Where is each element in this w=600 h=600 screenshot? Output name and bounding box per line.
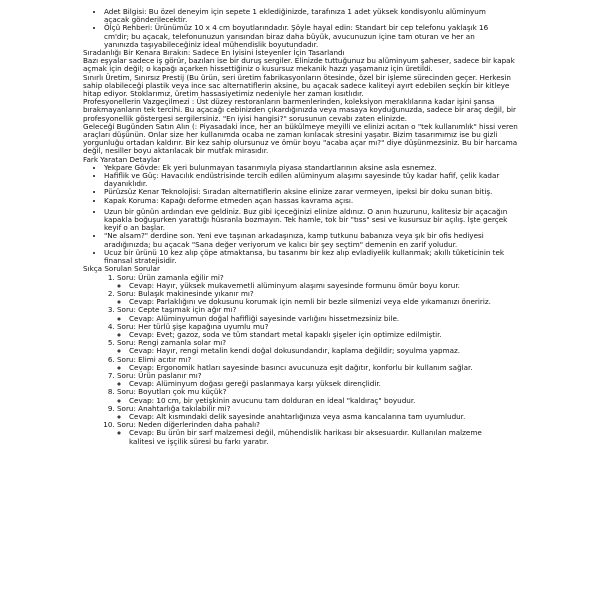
faq-question: Soru: Boyutları çok mu küçük? [117, 387, 227, 397]
list-item: • Hafiflik ve Güç: Havacılık endüstrisinde tercih edilen alüminyum alaşımı sayesinde tüy kadar hafif, çelik kadar dayanıklıdır. [104, 172, 508, 188]
faq-answer: ◦ Cevap: Alt kısmındaki delik sayesinde anahtarlığınıza veya asma kancalarına tam uyumludur. [129, 413, 508, 421]
faq-item [117, 323, 508, 339]
list-item: • Kapak Koruma: Kapağı deforme etmeden açan hassas kavrama açısı. [104, 197, 508, 205]
faq-item [117, 405, 508, 421]
faq-answer: ◦ Cevap: Hayır, rengi metalin kendi doğal dokusundandır, kaplama değildir; soyulma yapmaz. [129, 347, 508, 355]
faq-answer: ◦ Cevap: 10 cm, bir yetişkinin avucunu tam dolduran en ideal "kaldıraç" boyudur. [129, 397, 508, 405]
faq-answer: ◦ Cevap: Evet; gazoz, soda ve tüm standart metal kapaklı şişeler için optimize edilmiştir. [129, 331, 508, 339]
list-item: • Yekpare Gövde: Ek yeri bulunmayan tasarımıyla piyasa standartlarının aksine asla esnemez. [104, 164, 508, 172]
list-item: • Adet Bilgisi: Bu özel deneyim için sepete 1 eklediğinizde, tarafınıza 1 adet yüksek kondisyonlu alüminyum açacak gönderilecektir. [104, 8, 508, 24]
faq-answer: ◦ Cevap: Bu ürün bir sarf malzemesi değil, mühendislik harikası bir aksesuardır. Kullanılan malzeme kalitesi ve işçilik süresi bu farkı yaratır. [129, 429, 508, 445]
paragraph: Sınırlı Üretim, Sınırsız Prestij (Bu ürün, seri üretim fabrikasyonların ötesinde, özel bir işleme sürecinden geçer. Herkesin sahip olabileceği plastik veya ince sac alternatiflerin aksine, bu açacak sadece kaliteyi ayırt edebilen seçkin bir kitleye hitap ediyor. Stoklarımız, üretim hassasiyetimiz nedeniyle her zaman kısıtlıdır. [83, 72, 511, 99]
faq-question: Soru: Bulaşık makinesinde yıkanır mı? [117, 288, 254, 298]
list-item: • "Ne alsam?" derdine son. Yeni eve taşınan arkadaşınıza, kamp tutkunu babanıza veya şık bir ofis hediyesi aradığınızda; bu açacak "Sana değer veriyorum ve kalıcı bir şey seçtim" demenin en zarif yoludur. [104, 232, 508, 248]
features-list [92, 164, 508, 205]
faq-answer: ◦ Cevap: Alüminyumun doğal hafifliği sayesinde varlığını hissetmezsiniz bile. [129, 315, 508, 323]
faq-question: Soru: Cepte taşımak için ağır mı? [117, 305, 237, 315]
faq-question: Soru: Rengi zamanla solar mı? [117, 338, 227, 348]
list-item: • Pürüzsüz Kenar Teknolojisi: Sıradan alternatiflerin aksine elinize zarar vermeyen, ipeksi bir doku sunan bitiş. [104, 188, 508, 196]
faq-question: Soru: Ürün zamanla eğilir mi? [117, 272, 224, 282]
faq-item [117, 421, 508, 446]
faq-item [117, 339, 508, 355]
faq-item [117, 372, 508, 388]
features-heading: Fark Yaratan Detaylar [83, 154, 161, 164]
faq-heading: Sıkça Sorulan Sorular [83, 264, 160, 274]
faq-question: Soru: Her türlü şişe kapağına uyumlu mu? [117, 321, 269, 331]
faq-question: Soru: Neden diğerlerinden daha pahalı? [117, 420, 260, 430]
faq-item [117, 274, 508, 290]
faq-answer: ◦ Cevap: Alüminyum doğası gereği paslanmaya karşı yüksek dirençlidir. [129, 380, 508, 388]
paragraph: Bazı eşyalar sadece iş görür, bazıları ise bir duruş sergiler. Elinizde tuttuğunuz bu alüminyum şaheser, sadece bir kapak açmak için değil; o kapağı açarken hissettiğiniz o kusursuz mekanik hazzı yaşamanız için üretildi. [83, 56, 515, 74]
paragraph: Profesyonellerin Vazgeçilmezi : Üst düzey restoranların barmenlerinden, koleksiyon meraklılarına kadar işini şansa bırakmayanların tek tercihi. Bu açacağı cebinizden çıkardığınızda veya masaya koyduğunuzda, sadece bir araç değil, bir profesyonellik göstergesi sergilersiniz. "En iyisi hangisi?" sorusunun cevabı zaten elinizde. [83, 97, 516, 123]
faq-question: Soru: Anahtarlığa takılabilir mi? [117, 403, 231, 413]
faq-answer: ◦ Cevap: Ergonomik hatları sayesinde basıncı avucunuza eşit dağıtır, konforlu bir kullanım sağlar. [129, 364, 508, 372]
list-item: • Ucuz bir ürünü 10 kez alıp çöpe atmaktansa, bu tasarımı bir kez alıp evladiyelik kullanmak; akıllı tüketicinin tek finansal stratejisidir. [104, 249, 508, 265]
faq-item [117, 290, 508, 306]
faq-question: Soru: Ürün paslanır mı? [117, 370, 202, 380]
faq-item [117, 306, 508, 322]
faq-question: Soru: Elimi acıtır mı? [117, 354, 192, 364]
section-title: Sıradanlığı Bir Kenara Bırakın: Sadece En İyisini İsteyenler İçin Tasarlandı [83, 48, 345, 58]
faq-item [117, 356, 508, 372]
list-item: • Uzun bir günün ardından eve geldiniz. Buz gibi içeceğinizi elinize aldınız. O anın huzurunu, kalitesiz bir açacağın kapakla boğuşurken yarattığı hüsranla bozmayın. Tek hamle, tok bir "tıss" sesi ve kusursuz bir açılış. İşte gerçek keyif o an başlar. [104, 208, 508, 233]
list-item: • Ölçü Rehberi: Ürünümüz 10 x 4 cm boyutlarındadır. Şöyle hayal edin: Standart bir cep telefonu yaklaşık 16 cm'dir; bu açacak, telefonunuzun yarısından biraz daha büyük, avucunuzun içine tam oturan ve her an yanınızda taşıyabileceğiniz ideal mühendislik boyutundadır. [104, 24, 508, 49]
faq-answer: ◦ Cevap: Hayır, yüksek mukavemetli alüminyum alaşımı sayesinde formunu ömür boyu korur. [129, 282, 508, 290]
paragraph: Geleceği Bugünden Satın Alın (: Piyasadaki ince, her an bükülmeye meyilli ve elinizi acıtan o "tek kullanımlık" hissi veren araçları düşünün. Onlar size her kullanımda ocaba ne zaman kırılacak stresini yaşatır. Bizim tasarımımız ise bu gizli yorgunluğu ortadan kaldırır. Bir kez sahip olursunuz ve ömür boyu "acaba açar mı?" diye düşünmezsiniz. Bu bir harcama değil, nesiller boyu aktarılacak bir mutfak mirasıdır. [83, 121, 518, 156]
faq-answer: ◦ Cevap: Parlaklığını ve dokusunu korumak için nemli bir bezle silmenizi veya elde yıkamanızı öneririz. [129, 298, 508, 306]
faq-list [105, 274, 508, 446]
intro-paragraphs [83, 49, 518, 164]
faq-item [117, 388, 508, 404]
story-list [92, 208, 508, 265]
info-list [92, 8, 508, 49]
